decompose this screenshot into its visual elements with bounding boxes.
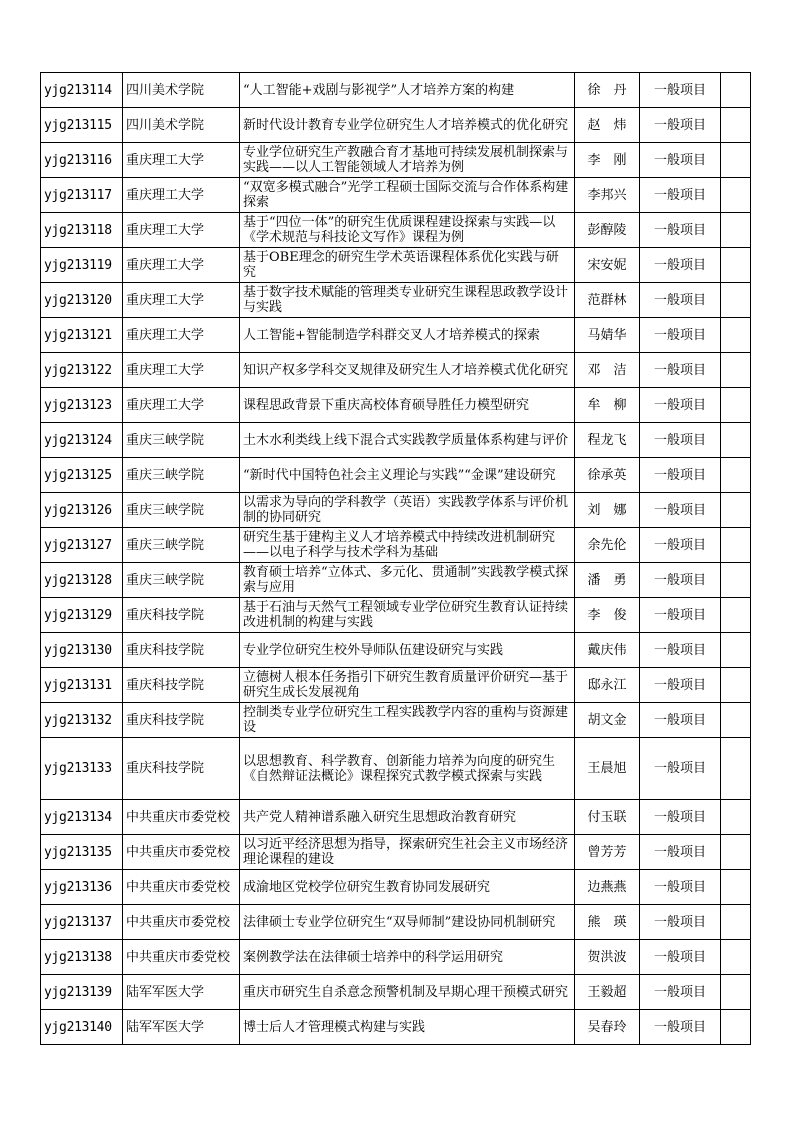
project-code: yjg213117 (41, 178, 123, 213)
project-type: 一般项目 (640, 668, 721, 703)
project-code: yjg213126 (41, 493, 123, 528)
table-row (41, 633, 751, 668)
table-row (41, 108, 751, 143)
school-name: 重庆三峡学院 (123, 458, 240, 493)
project-title: “人工智能+戏剧与影视学”人才培养方案的构建 (240, 73, 575, 108)
project-title: 土木水利类线上线下混合式实践教学质量体系构建与评价 (240, 423, 575, 458)
project-type: 一般项目 (640, 870, 721, 905)
project-title: 以思想教育、科学教育、创新能力培养为向度的研究生《自然辩证法概论》课程探究式教学模式探索与实践 (240, 738, 575, 800)
project-title: 人工智能+智能制造学科群交叉人才培养模式的探索 (240, 318, 575, 353)
table-row (41, 388, 751, 423)
empty-cell (721, 800, 751, 835)
table-row (41, 143, 751, 178)
school-name: 重庆三峡学院 (123, 423, 240, 458)
project-table (40, 72, 751, 1045)
empty-cell (721, 563, 751, 598)
project-type: 一般项目 (640, 458, 721, 493)
project-code: yjg213138 (41, 940, 123, 975)
project-code: yjg213116 (41, 143, 123, 178)
project-code: yjg213133 (41, 738, 123, 800)
project-code: yjg213120 (41, 283, 123, 318)
empty-cell (721, 703, 751, 738)
project-code: yjg213122 (41, 353, 123, 388)
person-name: 李 俊 (575, 598, 640, 633)
school-name: 重庆科技学院 (123, 598, 240, 633)
empty-cell (721, 493, 751, 528)
school-name: 中共重庆市委党校 (123, 870, 240, 905)
project-title: 新时代设计教育专业学位研究生人才培养模式的优化研究 (240, 108, 575, 143)
school-name: 四川美术学院 (123, 108, 240, 143)
project-title: 以习近平经济思想为指导，探索研究生社会主义市场经济理论课程的建设 (240, 835, 575, 870)
project-type: 一般项目 (640, 248, 721, 283)
empty-cell (721, 143, 751, 178)
person-name: 潘 勇 (575, 563, 640, 598)
school-name: 重庆理工大学 (123, 388, 240, 423)
person-name: 徐承英 (575, 458, 640, 493)
empty-cell (721, 353, 751, 388)
project-code: yjg213121 (41, 318, 123, 353)
project-type: 一般项目 (640, 493, 721, 528)
table-row (41, 563, 751, 598)
person-name: 马婧华 (575, 318, 640, 353)
table-row (41, 458, 751, 493)
project-code: yjg213124 (41, 423, 123, 458)
project-title: 教育硕士培养“立体式、多元化、贯通制”实践教学模式探索与应用 (240, 563, 575, 598)
project-title: 成渝地区党校学位研究生教育协同发展研究 (240, 870, 575, 905)
project-type: 一般项目 (640, 213, 721, 248)
project-title: 研究生基于建构主义人才培养模式中持续改进机制研究——以电子科学与技术学科为基础 (240, 528, 575, 563)
table-row (41, 353, 751, 388)
project-title: 共产党人精神谱系融入研究生思想政治教育研究 (240, 800, 575, 835)
table-row (41, 738, 751, 800)
school-name: 重庆理工大学 (123, 318, 240, 353)
project-type: 一般项目 (640, 940, 721, 975)
project-title: 重庆市研究生自杀意念预警机制及早期心理干预模式研究 (240, 975, 575, 1010)
project-code: yjg213135 (41, 835, 123, 870)
table-row (41, 905, 751, 940)
person-name: 熊 瑛 (575, 905, 640, 940)
project-title: 博士后人才管理模式构建与实践 (240, 1010, 575, 1045)
person-name: 胡文金 (575, 703, 640, 738)
project-type: 一般项目 (640, 388, 721, 423)
empty-cell (721, 940, 751, 975)
project-title: 知识产权多学科交叉规律及研究生人才培养模式优化研究 (240, 353, 575, 388)
table-row (41, 318, 751, 353)
project-type: 一般项目 (640, 633, 721, 668)
empty-cell (721, 975, 751, 1010)
project-type: 一般项目 (640, 800, 721, 835)
project-code: yjg213134 (41, 800, 123, 835)
project-code: yjg213115 (41, 108, 123, 143)
empty-cell (721, 668, 751, 703)
table-row (41, 940, 751, 975)
school-name: 重庆理工大学 (123, 353, 240, 388)
person-name: 贺洪波 (575, 940, 640, 975)
table-row (41, 870, 751, 905)
person-name: 边燕燕 (575, 870, 640, 905)
project-code: yjg213123 (41, 388, 123, 423)
project-type: 一般项目 (640, 178, 721, 213)
school-name: 中共重庆市委党校 (123, 835, 240, 870)
empty-cell (721, 283, 751, 318)
project-type: 一般项目 (640, 318, 721, 353)
table-row (41, 73, 751, 108)
empty-cell (721, 738, 751, 800)
table-row (41, 975, 751, 1010)
school-name: 陆军军医大学 (123, 975, 240, 1010)
school-name: 重庆理工大学 (123, 213, 240, 248)
project-title: 基于石油与天然气工程领域专业学位研究生教育认证持续改进机制的构建与实践 (240, 598, 575, 633)
person-name: 刘 娜 (575, 493, 640, 528)
person-name: 王毅超 (575, 975, 640, 1010)
empty-cell (721, 108, 751, 143)
empty-cell (721, 248, 751, 283)
person-name: 曾芳芳 (575, 835, 640, 870)
project-code: yjg213118 (41, 213, 123, 248)
person-name: 戴庆伟 (575, 633, 640, 668)
table-row (41, 283, 751, 318)
person-name: 赵 炜 (575, 108, 640, 143)
project-type: 一般项目 (640, 703, 721, 738)
project-code: yjg213128 (41, 563, 123, 598)
project-title: 基于数字技术赋能的管理类专业研究生课程思政教学设计与实践 (240, 283, 575, 318)
empty-cell (721, 178, 751, 213)
empty-cell (721, 870, 751, 905)
project-type: 一般项目 (640, 975, 721, 1010)
person-name: 邸永江 (575, 668, 640, 703)
project-code: yjg213140 (41, 1010, 123, 1045)
project-table-body (41, 73, 751, 1045)
person-name: 彭醇陵 (575, 213, 640, 248)
table-row (41, 1010, 751, 1045)
project-type: 一般项目 (640, 563, 721, 598)
empty-cell (721, 213, 751, 248)
school-name: 重庆科技学院 (123, 703, 240, 738)
project-title: 基于“四位一体”的研究生优质课程建设探索与实践—以《学术规范与科技论文写作》课程为例 (240, 213, 575, 248)
project-title: 基于OBE理念的研究生学术英语课程体系优化实践与研究 (240, 248, 575, 283)
project-type: 一般项目 (640, 73, 721, 108)
project-code: yjg213139 (41, 975, 123, 1010)
school-name: 中共重庆市委党校 (123, 905, 240, 940)
project-type: 一般项目 (640, 283, 721, 318)
empty-cell (721, 598, 751, 633)
project-title: 法律硕士专业学位研究生“双导师制”建设协同机制研究 (240, 905, 575, 940)
person-name: 邓 洁 (575, 353, 640, 388)
school-name: 四川美术学院 (123, 73, 240, 108)
project-code: yjg213119 (41, 248, 123, 283)
project-type: 一般项目 (640, 905, 721, 940)
table-row (41, 703, 751, 738)
project-code: yjg213129 (41, 598, 123, 633)
project-code: yjg213130 (41, 633, 123, 668)
project-type: 一般项目 (640, 1010, 721, 1045)
school-name: 重庆理工大学 (123, 178, 240, 213)
person-name: 程龙飞 (575, 423, 640, 458)
empty-cell (721, 318, 751, 353)
person-name: 付玉联 (575, 800, 640, 835)
table-row (41, 423, 751, 458)
table-row (41, 213, 751, 248)
person-name: 王晨旭 (575, 738, 640, 800)
table-row (41, 178, 751, 213)
project-code: yjg213132 (41, 703, 123, 738)
project-type: 一般项目 (640, 143, 721, 178)
school-name: 重庆三峡学院 (123, 493, 240, 528)
school-name: 中共重庆市委党校 (123, 800, 240, 835)
school-name: 重庆理工大学 (123, 143, 240, 178)
person-name: 范群林 (575, 283, 640, 318)
project-code: yjg213136 (41, 870, 123, 905)
project-title: 以需求为导向的学科教学（英语）实践教学体系与评价机制的协同研究 (240, 493, 575, 528)
empty-cell (721, 1010, 751, 1045)
table-row (41, 800, 751, 835)
school-name: 中共重庆市委党校 (123, 940, 240, 975)
table-row (41, 248, 751, 283)
project-code: yjg213131 (41, 668, 123, 703)
project-type: 一般项目 (640, 108, 721, 143)
empty-cell (721, 388, 751, 423)
person-name: 宋安妮 (575, 248, 640, 283)
person-name: 余先伦 (575, 528, 640, 563)
empty-cell (721, 528, 751, 563)
project-type: 一般项目 (640, 835, 721, 870)
project-title: 专业学位研究生校外导师队伍建设研究与实践 (240, 633, 575, 668)
project-code: yjg213114 (41, 73, 123, 108)
school-name: 重庆理工大学 (123, 283, 240, 318)
empty-cell (721, 458, 751, 493)
person-name: 牟 柳 (575, 388, 640, 423)
school-name: 重庆三峡学院 (123, 563, 240, 598)
project-title: “双宽多模式融合”光学工程硕士国际交流与合作体系构建探索 (240, 178, 575, 213)
project-title: 课程思政背景下重庆高校体育硕导胜任力模型研究 (240, 388, 575, 423)
person-name: 李 刚 (575, 143, 640, 178)
school-name: 陆军军医大学 (123, 1010, 240, 1045)
project-title: “新时代中国特色社会主义理论与实践”“金课”建设研究 (240, 458, 575, 493)
empty-cell (721, 423, 751, 458)
school-name: 重庆科技学院 (123, 668, 240, 703)
project-title: 控制类专业学位研究生工程实践教学内容的重构与资源建设 (240, 703, 575, 738)
project-code: yjg213137 (41, 905, 123, 940)
table-row (41, 835, 751, 870)
empty-cell (721, 835, 751, 870)
project-code: yjg213127 (41, 528, 123, 563)
empty-cell (721, 633, 751, 668)
school-name: 重庆理工大学 (123, 248, 240, 283)
table-row (41, 598, 751, 633)
table-row (41, 668, 751, 703)
project-type: 一般项目 (640, 423, 721, 458)
project-type: 一般项目 (640, 528, 721, 563)
table-row (41, 528, 751, 563)
empty-cell (721, 905, 751, 940)
school-name: 重庆科技学院 (123, 738, 240, 800)
project-type: 一般项目 (640, 353, 721, 388)
person-name: 吴春玲 (575, 1010, 640, 1045)
person-name: 李邦兴 (575, 178, 640, 213)
project-title: 立德树人根本任务指引下研究生教育质量评价研究—基于研究生成长发展视角 (240, 668, 575, 703)
table-row (41, 493, 751, 528)
school-name: 重庆三峡学院 (123, 528, 240, 563)
project-title: 案例教学法在法律硕士培养中的科学运用研究 (240, 940, 575, 975)
person-name: 徐 丹 (575, 73, 640, 108)
project-type: 一般项目 (640, 598, 721, 633)
empty-cell (721, 73, 751, 108)
school-name: 重庆科技学院 (123, 633, 240, 668)
project-code: yjg213125 (41, 458, 123, 493)
project-title: 专业学位研究生产教融合育才基地可持续发展机制探索与实践——以人工智能领域人才培养为例 (240, 143, 575, 178)
project-type: 一般项目 (640, 738, 721, 800)
